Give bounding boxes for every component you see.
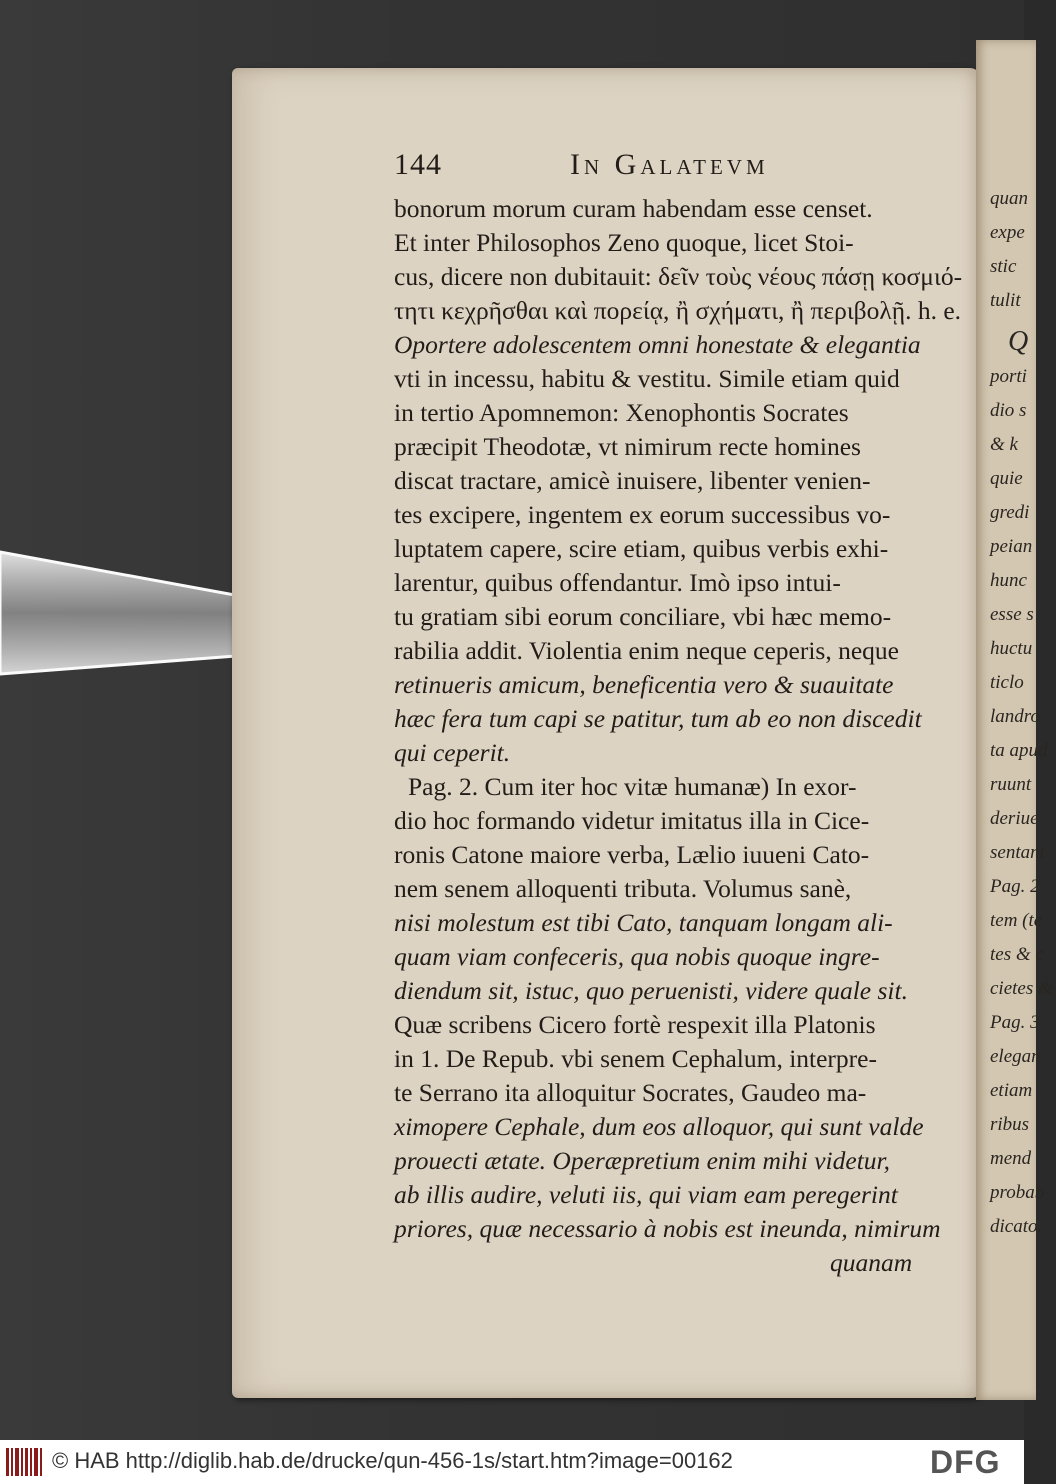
text-line: nem senem alloquenti tributa. Volumus sanè,: [394, 874, 852, 903]
text-line: priores, quæ necessario à nobis est ineunda, nimirum: [394, 1214, 941, 1243]
page-number: 144: [394, 148, 442, 181]
margin-fragment: tem (te: [990, 910, 1043, 931]
text-line: ximopere Cephale, dum eos alloquor, qui sunt valde: [394, 1112, 924, 1141]
text-line: prouecti ætate. Operæpretium enim mihi videtur,: [394, 1146, 891, 1175]
text-line: diendum sit, istuc, quo peruenisti, videre quale sit.: [394, 976, 908, 1005]
margin-fragment: esse s: [990, 604, 1034, 625]
running-head: [394, 148, 954, 188]
margin-fragment: gredi: [990, 502, 1030, 523]
margin-fragment: etiam: [990, 1080, 1033, 1101]
text-line: bonorum morum curam habendam esse censet.: [394, 194, 873, 223]
margin-fragment: Pag. 2: [990, 876, 1040, 897]
margin-fragment: ta apud: [990, 740, 1048, 761]
text-line: tu gratiam sibi eorum conciliare, vbi hæc memo-: [394, 602, 892, 631]
margin-fragment: landro: [990, 706, 1040, 727]
text-line: tes excipere, ingentem ex eorum successibus vo-: [394, 500, 891, 529]
running-head-title: In Galatevm: [570, 148, 769, 181]
dfg-logo: DFG: [930, 1444, 1001, 1480]
text-line: luptatem capere, scire etiam, quibus verbis exhi-: [394, 534, 889, 563]
text-line: in 1. De Repub. vbi senem Cephalum, interpre-: [394, 1044, 877, 1073]
margin-fragment: hunc: [990, 570, 1027, 591]
margin-fragment: quan: [990, 188, 1028, 209]
text-line: Pag. 2. Cum iter hoc vitæ humanæ) In exor-: [408, 772, 857, 801]
margin-fragment: Q: [1008, 326, 1029, 357]
margin-fragment: porti: [990, 366, 1027, 387]
text-line: discat tractare, amicè inuisere, libenter venien-: [394, 466, 871, 495]
catchword: quanam: [830, 1248, 913, 1277]
text-line: vti in incessu, habitu & vestitu. Simile etiam quid: [394, 364, 900, 393]
footer-bar: [0, 1440, 1024, 1484]
margin-fragment: tes & c: [990, 944, 1044, 965]
margin-fragment: deriue: [990, 808, 1039, 829]
text-line: præcipit Theodotæ, vt nimirum recte homines: [394, 432, 861, 461]
margin-fragment: huctu: [990, 638, 1033, 659]
margin-fragment: mend: [990, 1148, 1032, 1169]
text-line: quam viam confeceris, qua nobis quoque ingre-: [394, 942, 880, 971]
margin-fragment: quie: [990, 468, 1023, 489]
text-line: τητι κεχρῆσθαι καὶ πορείᾳ, ἢ σχήματι, ἢ περιβολῇ. h. e.: [394, 296, 962, 325]
margin-fragment: tulit: [990, 290, 1021, 311]
margin-fragment: elegan: [990, 1046, 1041, 1067]
margin-fragment: sentant: [990, 842, 1045, 863]
source-credit-link[interactable]: © HAB http://diglib.hab.de/drucke/qun-456-1s/start.htm?image=00162: [52, 1448, 733, 1473]
text-line: larentur, quibus offendantur. Imò ipso intui-: [394, 568, 841, 597]
margin-fragment: dicato.: [990, 1216, 1043, 1237]
margin-fragment: dio s: [990, 400, 1027, 421]
text-line: retinueris amicum, beneficentia vero & suauitate: [394, 670, 894, 699]
margin-fragment: Pag. 3: [990, 1012, 1040, 1033]
text-line: dio hoc formando videtur imitatus illa in Cice-: [394, 806, 870, 835]
text-line: Et inter Philosophos Zeno quoque, licet Stoi-: [394, 228, 854, 257]
text-line: Quæ scribens Cicero fortè respexit illa Platonis: [394, 1010, 876, 1039]
margin-fragment: expe: [990, 222, 1025, 243]
text-line: ab illis audire, veluti iis, qui viam eam peregerint: [394, 1180, 898, 1209]
text-line: Oportere adolescentem omni honestate & elegantia: [394, 330, 921, 359]
text-line: qui ceperit.: [394, 738, 511, 767]
margin-fragment: probab: [990, 1182, 1045, 1203]
barcode-icon: [6, 1446, 44, 1478]
text-line: te Serrano ita alloquitur Socrates, Gaudeo ma-: [394, 1078, 867, 1107]
margin-fragment: ruunt: [990, 774, 1032, 795]
text-line: cus, dicere non dubitauit: δεῖν τοὺς νέους πάσῃ κοσμιό-: [394, 262, 963, 291]
margin-fragment: ribus: [990, 1114, 1030, 1135]
margin-fragment: ticlo: [990, 672, 1024, 693]
text-line: nisi molestum est tibi Cato, tanquam longam ali-: [394, 908, 893, 937]
margin-fragment: cietes &: [990, 978, 1053, 999]
margin-fragment: & k: [990, 434, 1018, 455]
text-line: rabilia addit. Violentia enim neque ceperis, neque: [394, 636, 899, 665]
text-line: hæc fera tum capi se patitur, tum ab eo non discedit: [394, 704, 922, 733]
margin-fragment: peian: [990, 536, 1033, 557]
text-line: in tertio Apomnemon: Xenophontis Socrates: [394, 398, 849, 427]
margin-fragment: stic: [990, 256, 1017, 277]
text-line: ronis Catone maiore verba, Lælio iuueni Cato-: [394, 840, 870, 869]
